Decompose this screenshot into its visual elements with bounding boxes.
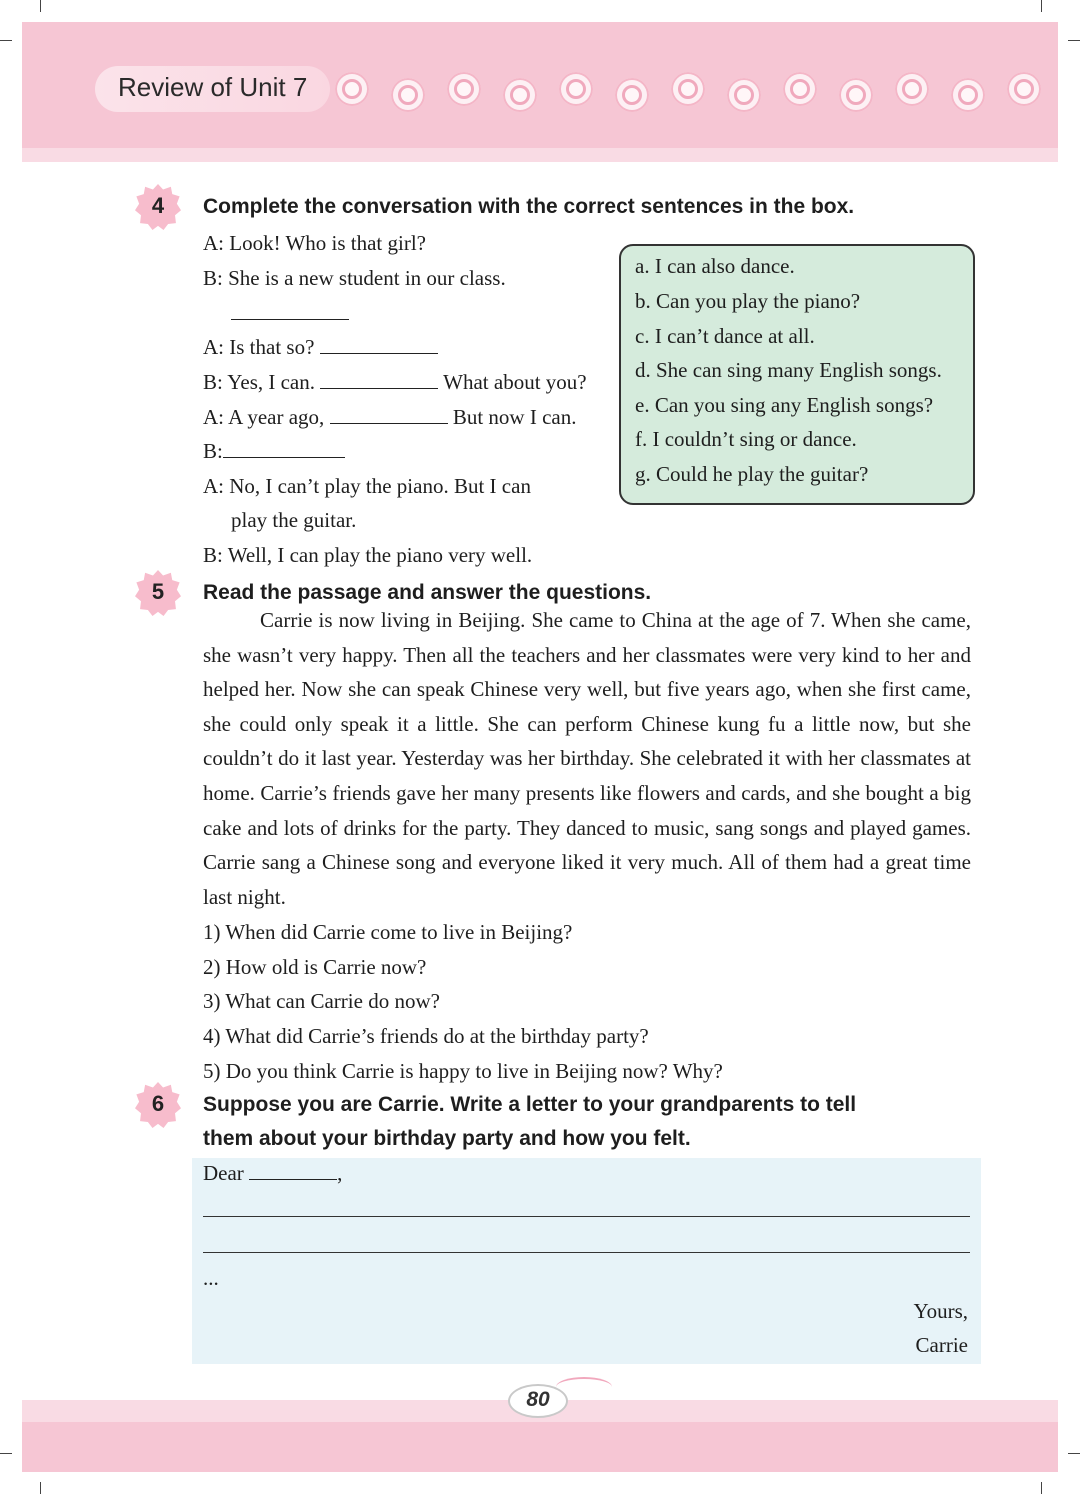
exercise-5-badge xyxy=(135,570,181,616)
dialogue-text: A: Is that so? xyxy=(203,335,315,359)
answer-blank[interactable] xyxy=(231,303,349,320)
answer-blank[interactable] xyxy=(320,372,438,389)
answer-blank[interactable] xyxy=(330,407,448,424)
dialogue-line xyxy=(231,301,349,326)
greeting-text: Dear xyxy=(203,1161,244,1185)
dialogue-line: B: She is a new student in our class. xyxy=(203,266,506,290)
crop-mark xyxy=(40,1482,41,1494)
greeting-comma: , xyxy=(337,1161,343,1185)
ring-icon xyxy=(1007,72,1041,106)
dialogue-text: What about you? xyxy=(443,370,587,394)
crop-mark xyxy=(0,1453,12,1454)
dialogue-text: B: Yes, I can. xyxy=(203,370,316,394)
question-1: 1) When did Carrie come to live in Beijing? xyxy=(203,920,573,944)
letter-closing: Yours, xyxy=(913,1299,968,1323)
answer-blank[interactable] xyxy=(223,441,345,458)
ring-icon xyxy=(447,72,481,106)
ring-icon xyxy=(783,72,817,106)
ring-icon xyxy=(335,72,369,106)
ring-icon xyxy=(391,78,425,112)
ring-icon xyxy=(727,78,761,112)
footer-band xyxy=(22,1422,1058,1472)
dialogue-line xyxy=(203,439,345,464)
crop-mark xyxy=(1041,1482,1042,1494)
question-3: 3) What can Carrie do now? xyxy=(203,989,440,1013)
dialogue-line: A: No, I can’t play the piano. But I can xyxy=(203,474,531,498)
crop-mark xyxy=(0,40,12,41)
question-2: 2) How old is Carrie now? xyxy=(203,955,427,979)
header-strip xyxy=(22,148,1058,162)
ring-icon xyxy=(951,78,985,112)
option-e: e. Can you sing any English songs? xyxy=(635,393,934,417)
exercise-6-instruction-line-2: them about your birthday party and how you felt. xyxy=(203,1127,691,1150)
option-a: a. I can also dance. xyxy=(635,254,795,278)
exercise-4-badge xyxy=(135,184,181,230)
option-c: c. I can’t dance at all. xyxy=(635,324,815,348)
exercise-number: 5 xyxy=(151,579,165,604)
question-4: 4) What did Carrie’s friends do at the birthday party? xyxy=(203,1024,649,1048)
option-g: g. Could he play the guitar? xyxy=(635,462,869,486)
option-b: b. Can you play the piano? xyxy=(635,289,861,313)
writing-line[interactable] xyxy=(203,1216,970,1217)
option-d: d. She can sing many English songs. xyxy=(635,358,942,382)
ring-icon xyxy=(559,72,593,106)
exercise-4-instruction: Complete the conversation with the correct sentences in the box. xyxy=(203,195,855,218)
writing-line[interactable] xyxy=(203,1252,970,1253)
unit-title: Review of Unit 7 xyxy=(118,72,308,102)
recipient-blank[interactable] xyxy=(249,1163,337,1180)
exercise-number: 6 xyxy=(151,1091,165,1116)
exercise-6-badge xyxy=(135,1082,181,1128)
letter-writing-area xyxy=(192,1158,981,1364)
ring-icon xyxy=(671,72,705,106)
page-number: 80 xyxy=(526,1388,550,1411)
dialogue-line xyxy=(203,335,438,360)
letter-ellipsis: ... xyxy=(203,1266,219,1290)
option-f: f. I couldn’t sing or dance. xyxy=(635,427,857,451)
dialogue-text: B: xyxy=(203,439,223,463)
ring-icon xyxy=(839,78,873,112)
ring-icon xyxy=(615,78,649,112)
crop-mark xyxy=(1068,40,1080,41)
dialogue-line: play the guitar. xyxy=(231,508,357,532)
dialogue-line: B: Well, I can play the piano very well. xyxy=(203,543,533,567)
ring-icon xyxy=(895,72,929,106)
crop-mark xyxy=(1041,0,1042,12)
dialogue-line xyxy=(203,370,587,395)
crop-mark xyxy=(1068,1453,1080,1454)
dialogue-text: A: A year ago, xyxy=(203,405,325,429)
reading-passage: Carrie is now living in Beijing. She came to China at the age of 7. When she came, she wasn’t very happy. Then all the teachers and her classmates were very kind to her and helped her. Now she can speak Chinese very well, but five years ago, when she first came, she could only speak it a little. She can perform Chinese kung fu a little now, but she couldn’t do it last year. Yesterday was her birthday. She celebrated it with her classmates at home. Carrie’s friends gave her many presents like flowers and cards, and she bought a big cake and lots of drinks for the party. They danced to music, sang songs and played games. Carrie sang a Chinese song and everyone liked it very much. All of them had a great time last night. xyxy=(203,608,971,909)
letter-greeting xyxy=(203,1161,342,1186)
exercise-5-instruction: Read the passage and answer the questions. xyxy=(203,581,652,604)
answer-blank[interactable] xyxy=(320,337,438,354)
question-5: 5) Do you think Carrie is happy to live in Beijing now? Why? xyxy=(203,1059,723,1083)
letter-signature: Carrie xyxy=(915,1333,968,1357)
exercise-6-instruction-line-1: Suppose you are Carrie. Write a letter to your grandparents to tell xyxy=(203,1093,857,1116)
dialogue-text: But now I can. xyxy=(452,405,577,429)
dialogue-line xyxy=(203,405,576,430)
exercise-number: 4 xyxy=(151,193,165,218)
ring-icon xyxy=(503,78,537,112)
crop-mark xyxy=(40,0,41,12)
dialogue-line: A: Look! Who is that girl? xyxy=(203,231,426,255)
